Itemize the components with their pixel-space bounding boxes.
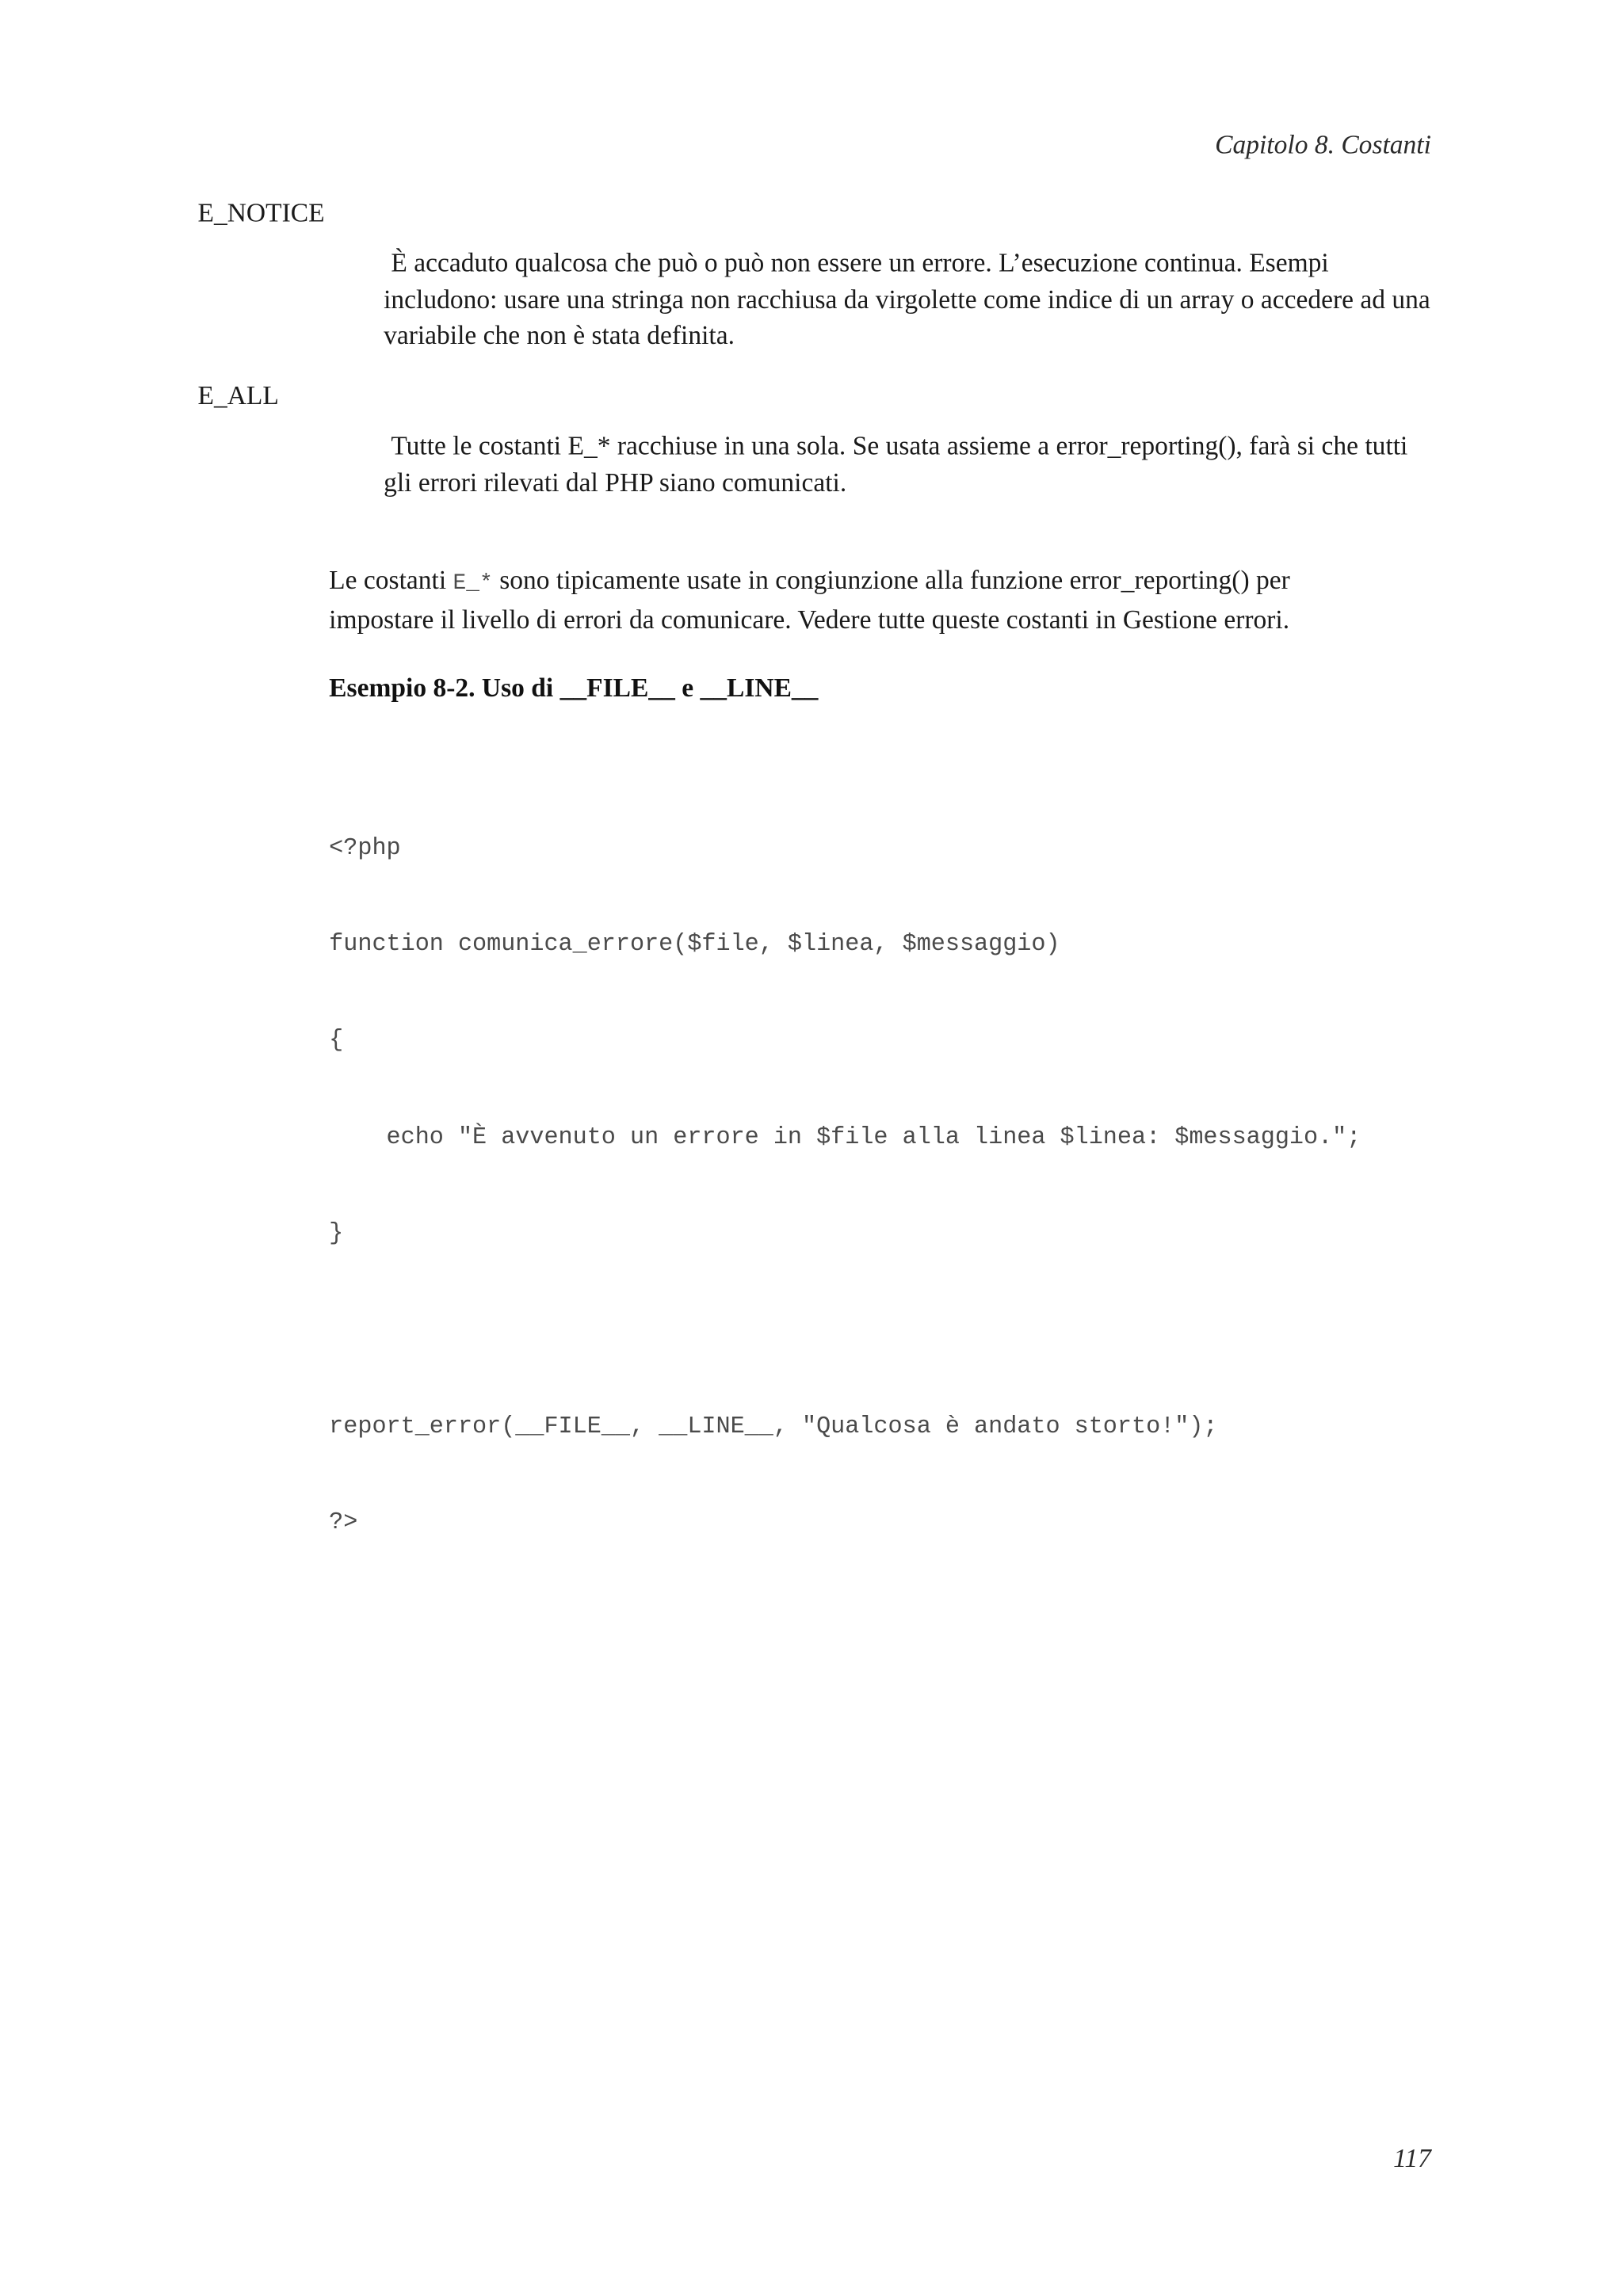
paragraph-text: Le costanti <box>329 565 453 595</box>
running-header: Capitolo 8. Costanti <box>1215 129 1431 160</box>
code-line: <?php <box>329 834 401 861</box>
example-title: Esempio 8-2. Uso di __FILE__ e __LINE__ <box>329 672 819 703</box>
code-block <box>329 769 1361 1604</box>
code-line: function comunica_errore($file, $linea, $messaggio) <box>329 930 1060 958</box>
definition-text: Tutte le costanti E_* racchiuse in una sola. Se usata assieme a error_reporting(), farà si che tutti gli errori rilevati dal PHP siano comunicati. <box>384 430 1408 497</box>
body-paragraph <box>329 562 1391 639</box>
definition-text: È accaduto qualcosa che può o può non essere un errore. L’esecuzione continua. Esempi includono: usare una stringa non racchiusa da virgolette come indice di un array o accedere ad una variabile che non è stata definita. <box>384 247 1430 350</box>
paragraph-text: sono tipicamente usate in congiunzione alla funzione error_reporting() per impostare il livello di errori da comunicare. Vedere tutte queste costanti in Gestione errori. <box>329 565 1290 635</box>
definition-description <box>384 245 1434 353</box>
definition-term: E_ALL <box>197 380 279 410</box>
code-line: { <box>329 1027 344 1055</box>
code-line <box>329 1315 1361 1348</box>
code-line: } <box>329 1219 344 1247</box>
definition-term: E_NOTICE <box>197 197 325 227</box>
code-line: ?> <box>329 1509 358 1536</box>
definition-description <box>384 428 1434 500</box>
page-number: 117 <box>1393 2143 1431 2173</box>
inline-code: E_* <box>453 570 493 597</box>
code-line: echo "È avvenuto un errore in $file alla linea $linea: $messaggio."; <box>329 1123 1361 1150</box>
code-line: report_error(__FILE__, __LINE__, "Qualcosa è andato storto!"); <box>329 1413 1218 1440</box>
